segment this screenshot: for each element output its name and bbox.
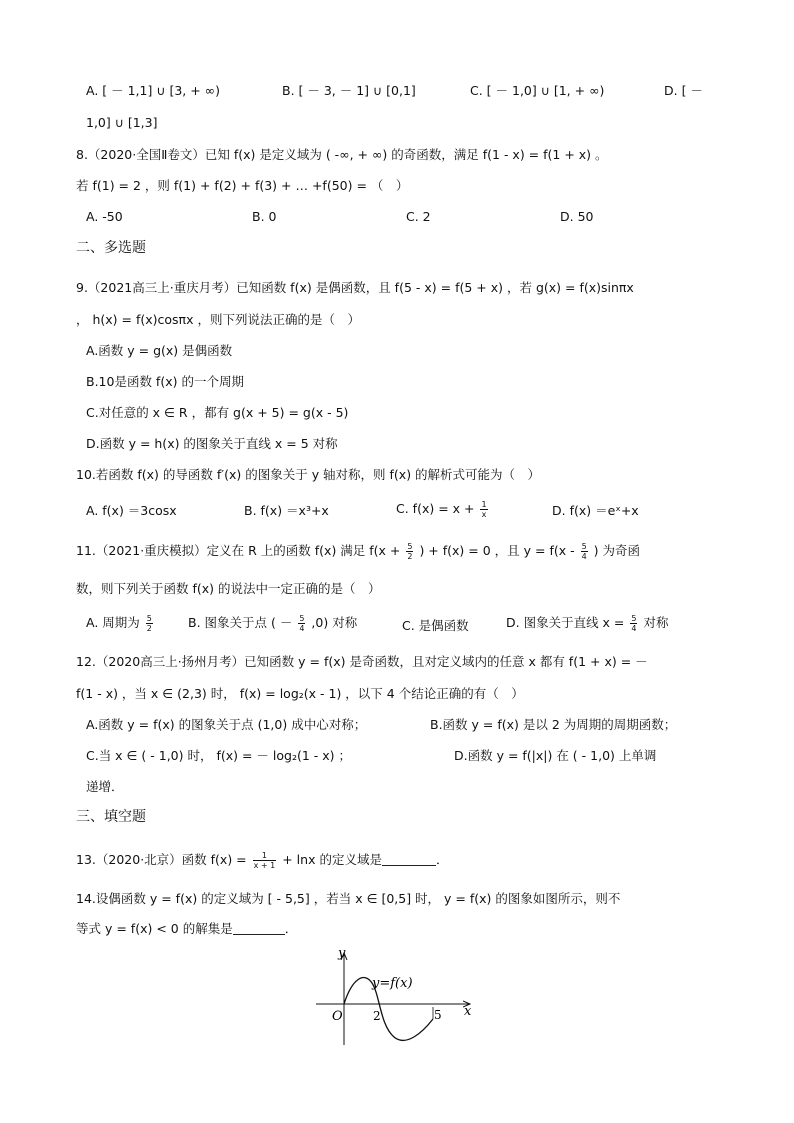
fraction-denominator: 4: [581, 552, 587, 561]
q8-stem-line2: 若 f(1) = 2 ，则 f(1) + f(2) + f(3) + … +f(50) = （ ）: [76, 178, 409, 193]
fraction-denominator: x + 1: [253, 861, 276, 870]
function-graph: [300, 945, 490, 1055]
q10-option-c-text: C. f(x) = x +: [396, 501, 475, 516]
q11-stem-line2: 数，则下列关于函数 f(x) 的说法中一定正确的是（ ）: [76, 581, 381, 596]
fraction-numerator: 5: [146, 614, 152, 623]
fraction: [253, 851, 277, 870]
q11-option-d-text: D. 图象关于直线 x =: [506, 615, 625, 630]
section-heading-multi-choice: 二、多选题: [76, 240, 146, 256]
q8-option-b: B. 0: [252, 209, 277, 224]
fraction-numerator: 1: [253, 851, 277, 861]
fraction-denominator: 2: [407, 552, 413, 561]
q9-option-b: B.10是函数 f(x) 的一个周期: [86, 374, 244, 389]
fraction-denominator: x: [481, 510, 487, 519]
fraction-numerator: 5: [581, 542, 587, 551]
q13-text-end: ．: [435, 852, 449, 867]
q11-option-b: [188, 614, 357, 633]
fraction-denominator: 4: [631, 624, 637, 633]
q11-option-a-text: A. 周期为: [86, 615, 140, 630]
fraction-denominator: 4: [299, 624, 305, 633]
q11-option-b-text: B. 图象关于点 ( －: [188, 615, 293, 630]
section-heading-fill-blank: 三、填空题: [76, 809, 146, 825]
q7-option-c: C. [ － 1,0] ∪ [1, + ∞): [470, 83, 605, 98]
q10-option-a: A. f(x) ＝3cosx: [86, 503, 177, 518]
q7-option-d: D. [ －: [664, 83, 703, 98]
q9-option-a: A.函数 y = g(x) 是偶函数: [86, 343, 233, 358]
tick-label-5: 5: [434, 1008, 442, 1022]
q11-text-part2: ) + f(x) = 0 ，且 y = f(x -: [419, 543, 575, 558]
answer-blank[interactable]: [233, 921, 285, 935]
q11-option-d: [506, 614, 668, 633]
q9-option-c: C.对任意的 x ∈ R ，都有 g(x + 5) = g(x - 5): [86, 405, 349, 420]
q11-option-d-suffix: 对称: [643, 615, 669, 630]
q13-text-part1: 13.（2020·北京）函数 f(x) =: [76, 852, 247, 867]
q13-stem: [76, 851, 448, 870]
q12-stem-line2: f(1 - x) ，当 x ∈ (2,3) 时， f(x) = log₂(x - 1) ，以下 4 个结论正确的有（ ）: [76, 686, 524, 701]
q10-option-c: [396, 500, 490, 519]
fraction: [480, 500, 487, 519]
q12-stem-line1: 12.（2020高三上·扬州月考）已知函数 y = f(x) 是奇函数，且对定义域内的任意 x 都有 f(1 + x) = －: [76, 654, 648, 669]
q11-text-part1: 11.（2021·重庆模拟）定义在 R 上的函数 f(x) 满足 f(x +: [76, 543, 401, 558]
q14-text-part1: 等式 y = f(x) < 0 的解集是: [76, 921, 233, 936]
q14-stem-line1: 14.设偶函数 y = f(x) 的定义域为 [ - 5,5] ，若当 x ∈ [0,5] 时， y = f(x) 的图象如图所示，则不: [76, 891, 621, 906]
fraction-numerator: 5: [407, 542, 413, 551]
q9-option-d: D.函数 y = h(x) 的图象关于直线 x = 5 对称: [86, 436, 338, 451]
q10-option-b: B. f(x) ＝x³+x: [244, 503, 329, 518]
q10-option-d: D. f(x) ＝eˣ+x: [552, 503, 639, 518]
fraction-denominator: 2: [146, 624, 152, 633]
q7-option-a: A. [ － 1,1] ∪ [3, + ∞): [86, 83, 220, 98]
answer-blank[interactable]: [382, 852, 436, 866]
q12-option-d: D.函数 y = f(|x|) 在 ( - 1,0) 上单调: [454, 748, 657, 763]
q9-stem-line2: ， h(x) = f(x)cosπx ，则下列说法正确的是（ ）: [76, 312, 360, 327]
q14-stem-line2: [76, 920, 297, 938]
q8-option-a: A. -50: [86, 209, 123, 224]
q13-text-part2: + lnx 的定义域是: [282, 852, 382, 867]
fraction: [630, 614, 637, 633]
x-axis-label: x: [464, 1004, 472, 1019]
q9-stem-line1: 9.（2021高三上·重庆月考）已知函数 f(x) 是偶函数，且 f(5 - x) = f(5 + x) ，若 g(x) = f(x)sinπx: [76, 280, 634, 295]
q8-option-c: C. 2: [406, 209, 431, 224]
y-axis-label: y: [338, 946, 346, 961]
fraction-numerator: 5: [631, 614, 637, 623]
origin-label: O: [332, 1009, 343, 1024]
q8-stem-line1: 8.（2020·全国Ⅱ卷文）已知 f(x) 是定义域为 ( -∞, + ∞) 的奇函数，满足 f(1 - x) = f(1 + x) 。: [76, 147, 608, 162]
q7-option-d-continued: 1,0] ∪ [1,3]: [86, 115, 158, 130]
q11-stem-line1: [76, 542, 640, 561]
fraction: [581, 542, 588, 561]
fraction-numerator: 5: [299, 614, 305, 623]
q12-option-d-continued: 递增．: [86, 779, 124, 794]
q10-stem: 10.若函数 f(x) 的导函数 f′(x) 的图象关于 y 轴对称，则 f(x) 的解析式可能为（ ）: [76, 467, 541, 482]
curve-label: y=f(x): [372, 976, 413, 991]
q11-text-part3: ) 为奇函: [593, 543, 641, 558]
fraction: [146, 614, 153, 633]
q8-option-d: D. 50: [560, 209, 594, 224]
fraction: [298, 614, 305, 633]
q11-option-c: C. 是偶函数: [402, 618, 469, 633]
q7-option-b: B. [ － 3, － 1] ∪ [0,1]: [282, 83, 416, 98]
tick-label-2: 2: [373, 1009, 381, 1023]
q12-option-c: C.当 x ∈ ( - 1,0) 时， f(x) = － log₂(1 - x) ；: [86, 748, 351, 763]
fraction: [406, 542, 413, 561]
q12-option-b: B.函数 y = f(x) 是以 2 为周期的周期函数；: [430, 717, 677, 732]
q14-text-end: ．: [284, 921, 298, 936]
fraction-numerator: 1: [481, 500, 487, 509]
q11-option-a: [86, 614, 155, 633]
q12-option-a: A.函数 y = f(x) 的图象关于点 (1,0) 成中心对称；: [86, 717, 367, 732]
q11-option-b-suffix: ,0) 对称: [311, 615, 358, 630]
